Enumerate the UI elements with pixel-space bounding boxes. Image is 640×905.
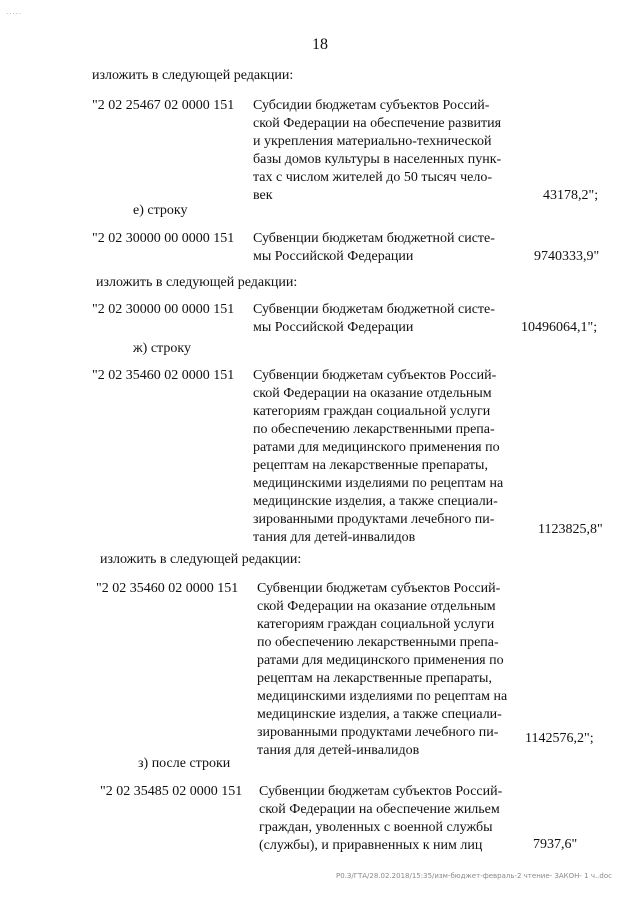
description-line: ской Федерации на обеспечение развития <box>253 116 502 131</box>
budget-amount: 43178,2"; <box>543 188 599 203</box>
budget-description <box>257 580 527 760</box>
instruction-text: изложить в следующей редакции: <box>96 275 298 290</box>
description-line: Субвенции бюджетам субъектов Россий- <box>257 581 501 596</box>
file-path-footer: Р0.З/ГТА/28.02.2018/15:35/изм-бюджет-февраль-2 чтение- ЗАКОН- 1 ч..doc <box>335 872 612 880</box>
description-line: медицинскими изделиями по рецептам на <box>253 476 504 491</box>
description-line: категориям граждан социальной услуги <box>257 617 495 632</box>
description-line: рецептам на лекарственные препараты, <box>253 458 488 473</box>
description-line: тания для детей-инвалидов <box>257 743 420 758</box>
description-line: медицинскими изделиями по рецептам на <box>257 689 508 704</box>
instruction-text: з) после строки <box>138 756 231 771</box>
budget-description <box>259 783 529 855</box>
description-line: ской Федерации на обеспечение жильем <box>259 802 500 817</box>
budget-amount: 7937,6" <box>533 837 578 852</box>
description-line: базы домов культуры в населенных пунк- <box>253 152 502 167</box>
description-line: ской Федерации на оказание отдельным <box>253 386 492 401</box>
description-line: (службы), и приравненных к ним лиц <box>259 838 483 853</box>
description-line: ратами для медицинского применения по <box>257 653 504 668</box>
description-line: век <box>253 188 273 203</box>
description-line: мы Российской Федерации <box>253 249 414 264</box>
budget-code: "2 02 35485 02 0000 151 <box>100 784 243 799</box>
instruction-text: изложить в следующей редакции: <box>100 552 302 567</box>
description-line: Субсидии бюджетам субъектов Россий- <box>253 98 490 113</box>
description-line: мы Российской Федерации <box>253 320 414 335</box>
instruction-text: изложить в следующей редакции: <box>92 68 294 83</box>
instruction-text: е) строку <box>133 203 188 218</box>
instruction-text: ж) строку <box>133 341 191 356</box>
budget-amount: 1123825,8" <box>538 522 603 537</box>
description-line: зированными продуктами лечебного пи- <box>253 512 495 527</box>
budget-code: "2 02 30000 00 0000 151 <box>92 231 235 246</box>
description-line: ратами для медицинского применения по <box>253 440 500 455</box>
corner-mark: ····· <box>6 10 23 18</box>
description-line: Субвенции бюджетам бюджетной систе- <box>253 231 495 246</box>
description-line: Субвенции бюджетам субъектов Россий- <box>253 368 497 383</box>
description-line: тах с числом жителей до 50 тысяч чело- <box>253 170 492 185</box>
description-line: медицинские изделия, а также специали- <box>257 707 502 722</box>
description-line: и укрепления материально-технической <box>253 134 492 149</box>
budget-amount: 1142576,2"; <box>525 731 594 746</box>
description-line: по обеспечению лекарственными препа- <box>253 422 495 437</box>
description-line: по обеспечению лекарственными препа- <box>257 635 499 650</box>
budget-code: "2 02 35460 02 0000 151 <box>92 368 235 383</box>
description-line: граждан, уволенных с военной службы <box>259 820 493 835</box>
description-line: зированными продуктами лечебного пи- <box>257 725 499 740</box>
description-line: рецептам на лекарственные препараты, <box>257 671 492 686</box>
description-line: ской Федерации на оказание отдельным <box>257 599 496 614</box>
budget-description <box>253 367 523 547</box>
budget-code: "2 02 25467 02 0000 151 <box>92 98 235 113</box>
budget-description <box>253 97 523 205</box>
page-number: 18 <box>312 36 328 53</box>
description-line: тания для детей-инвалидов <box>253 530 416 545</box>
budget-amount: 10496064,1"; <box>521 320 598 335</box>
budget-description <box>253 301 523 337</box>
description-line: медицинские изделия, а также специали- <box>253 494 498 509</box>
budget-amount: 9740333,9" <box>534 249 600 264</box>
description-line: категориям граждан социальной услуги <box>253 404 491 419</box>
description-line: Субвенции бюджетам бюджетной систе- <box>253 302 495 317</box>
budget-code: "2 02 35460 02 0000 151 <box>96 581 239 596</box>
budget-code: "2 02 30000 00 0000 151 <box>92 302 235 317</box>
budget-description <box>253 230 523 266</box>
description-line: Субвенции бюджетам субъектов Россий- <box>259 784 503 799</box>
